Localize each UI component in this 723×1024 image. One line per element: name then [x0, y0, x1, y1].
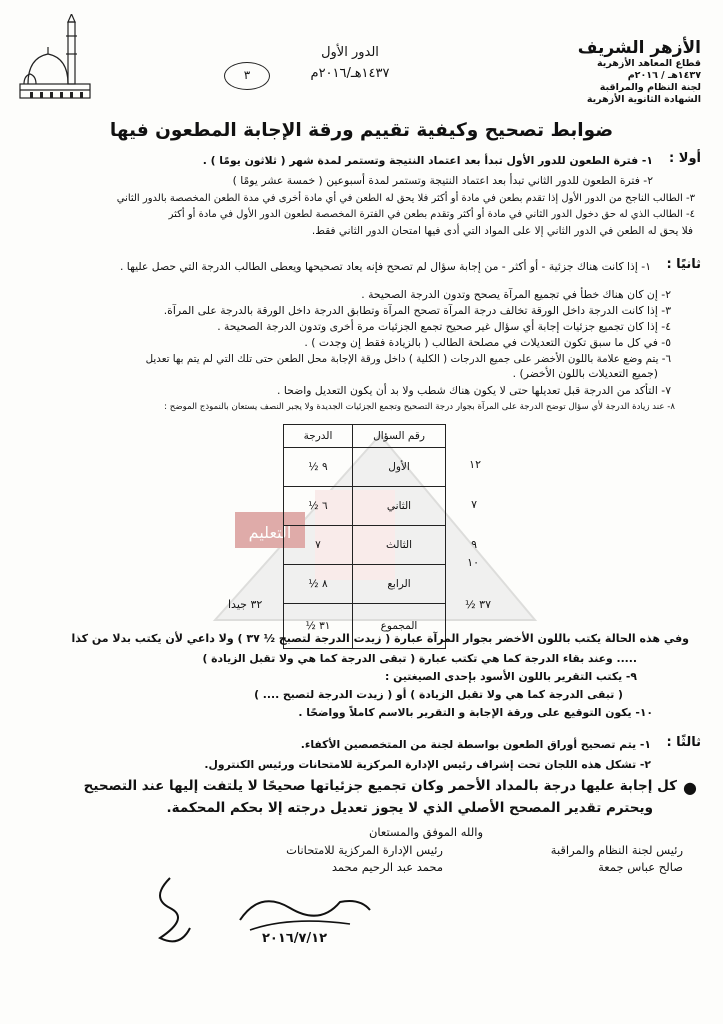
org-sub-1: قطاع المعاهد الأزهرية	[597, 58, 701, 69]
section1-item: ١- فترة الطعون للدور الأول تبدأ بعد اعتماد النتيجة وتستمر لمدة شهر ( ثلاثون يومًا ) .	[202, 154, 653, 167]
signature-right	[551, 842, 683, 876]
section2-item: ٨- عند زيادة الدرجة لأي سؤال توضح الدرجة على المرآة بجوار درجة التصحيح وتجمع الجزئيات الجديدة ولا يجبر النصف يستعان بالنموذج الموضح :	[164, 402, 675, 412]
org-name: الأزهر الشريف	[577, 38, 701, 58]
page-mark: ٣	[224, 62, 270, 90]
table-cell-grade: ٦ ½	[284, 487, 353, 526]
table-cell-question: الرابع	[353, 565, 446, 604]
section2-label: ثانيًا :	[666, 257, 701, 272]
table-row	[284, 565, 446, 604]
final-note: ويحترم تقدير المصحح الأصلي الذي لا يجوز تعديل درجته إلا بحكم المحكمة.	[166, 800, 653, 816]
section1-item: فلا يحق له الطعن في الدور الثاني إلا على المواد التي أدى فيها امتحان الدور الثاني فقط.	[311, 225, 693, 237]
exam-round-block	[265, 42, 435, 84]
org-sub-2: ١٤٣٧هـ / ٢٠١٦م	[627, 70, 701, 81]
handwritten-initials	[140, 868, 200, 958]
table-total-left: ٣٢ جيدا	[228, 598, 263, 611]
section3-label: ثالثًا :	[666, 735, 701, 750]
section2-item: ١- إذا كانت هناك جزئية - أو أكثر - من إجابة سؤال لم تصحح فإنه يعاد تصحيحها ويعطى الطالب الدرجة التي حصل عليها .	[119, 260, 651, 273]
final-note: كل إجابة عليها درجة بالمداد الأحمر وكان تجميع جزئياتها صحيحًا لا يلتفت إليها عند التصحيح	[83, 778, 677, 794]
table-cell-grade: ٨ ½	[284, 565, 353, 604]
section1-label: أولا :	[669, 151, 701, 166]
org-sub-3: لجنة النظام والمراقبة	[599, 82, 701, 93]
table-header-grade: الدرجة	[284, 425, 353, 448]
table-side-value: ٧	[471, 498, 477, 511]
signature-left-name: محمد عبد الرحيم محمد	[331, 860, 443, 874]
section2-item: ٤- إذا كان تجميع جزئيات إجابة أي سؤال غير صحيح تجمع الجزئيات مرة أخرى وتدون الدرجة الصحيحة .	[217, 320, 671, 333]
bullet-icon: ●	[683, 778, 697, 797]
after-table-line: ١٠- يكون التوقيع على ورقة الإجابة و التقرير بالاسم كاملاً وواضحًا .	[298, 706, 653, 719]
after-table-line: وفي هذه الحالة يكتب باللون الأخضر بجوار المرآة عبارة ( زيدت الدرجة لتصبح ½ ٣٧ ) ولا داعي لأن يكتب بدلا من كذا	[71, 632, 689, 645]
table-row	[284, 526, 446, 565]
table-side-value: ٩	[471, 538, 477, 551]
after-table-line: ( تبقى الدرجة كما هي ولا تقبل الزيادة ) أو ( زيدت الدرجة لتصبح .... )	[254, 688, 623, 701]
document-title: ضوابط تصحيح وكيفية تقييم ورقة الإجابة المطعون فيها	[109, 120, 614, 141]
exam-round: الدور الأول	[321, 45, 379, 60]
section2-item: ٧- التأكد من الدرجة قبل تعديلها حتى لا يكون هناك شطب ولا بد أن يكون التعديل واضحا .	[277, 384, 671, 397]
section2-item: ٦- يتم وضع علامة باللون الأخضر على جميع الدرجات ( الكلية ) داخل ورقة الإجابة محل الطعن حتى تلك التي لم يتم بها تعديل	[145, 353, 671, 365]
section3-item: ٢- تشكل هذه اللجان تحت إشراف رئيس الإدارة المركزية للامتحانات ورئيس الكنترول.	[204, 758, 651, 771]
after-table-line: ..... وعند بقاء الدرجة كما هي تكتب عبارة ( تبقى الدرجة كما هي ولا تقبل الزيادة )	[202, 652, 637, 665]
watermark-text: التعليم	[248, 523, 292, 542]
section2-item: ٥- في كل ما سبق تكون التعديلات في مصلحة الطالب ( بالزيادة فقط إن وجدت ) .	[304, 336, 671, 349]
table-side-value: ١٠	[467, 556, 479, 569]
exam-year: ١٤٣٧هـ/٢٠١٦م	[310, 66, 390, 81]
table-cell-grade: ٧	[284, 526, 353, 565]
signature-right-name: صالح عباس جمعة	[598, 860, 683, 874]
org-sub-4: الشهادة الثانوية الأزهرية	[586, 94, 701, 105]
table-cell-grade: ٩ ½	[284, 448, 353, 487]
section2-item: ٢- إن كان هناك خطأ في تجميع المرآة يصحح وتدون الدرجة الصحيحة .	[361, 288, 671, 301]
table-total-label: المجموع	[353, 604, 446, 649]
section1-item: ٤- الطالب الذي له حق دخول الدور الثاني في مادة أو أكثر وتقدم بطعن في الفترة المخصصة لطعون الدور الأول في مادة أو أكثر	[168, 209, 695, 220]
signature-left	[286, 842, 443, 876]
table-cell-question: الأول	[353, 448, 446, 487]
section2-item: ٣- إذا كانت الدرجة داخل الورقة تخالف درجة المرآة تصحح المرآة وتطابق الدرجة داخل الورقة بالدرجة على المرآة.	[163, 304, 671, 317]
section2-item: (جميع التعديلات باللون الأخضر) .	[512, 367, 658, 380]
section3-item: ١- يتم تصحيح أوراق الطعون بواسطة لجنة من المتخصصين الأكفاء.	[300, 738, 651, 751]
table-cell-question: الثاني	[353, 487, 446, 526]
table-side-value: ١٢	[469, 458, 481, 471]
section1-item: ٣- الطالب الناجح من الدور الأول إذا تقدم بطعن في مادة أو أكثر فلا يحق له الطعن في أي مادة أخرى في مدة الطعن المخصصة بالدور الثاني	[116, 193, 695, 204]
table-row	[284, 448, 446, 487]
org-header	[551, 38, 701, 106]
signature-left-title: رئيس الإدارة المركزية للامتحانات	[286, 843, 443, 857]
marks-table	[283, 424, 446, 649]
section1-item: ٢- فترة الطعون للدور الثاني تبدأ بعد اعتماد النتيجة وتستمر لمدة أسبوعين ( خمسة عشر يومًا )	[232, 174, 653, 187]
table-header-question: رقم السؤال	[353, 425, 446, 448]
after-table-line: ٩- يكتب التقرير باللون الأسود بإحدى الصيغتين :	[385, 670, 637, 683]
signature-date: ٢٠١٦/٧/١٢	[262, 931, 328, 946]
signature-right-title: رئيس لجنة النظام والمراقبة	[550, 843, 683, 857]
mosque-logo-icon	[14, 14, 96, 104]
table-row	[284, 487, 446, 526]
table-cell-question: الثالث	[353, 526, 446, 565]
table-total-side: ٣٧ ½	[465, 598, 491, 611]
closing-line: والله الموفق والمستعان	[368, 825, 483, 839]
table-total-grade: ٣١ ½	[284, 604, 353, 649]
